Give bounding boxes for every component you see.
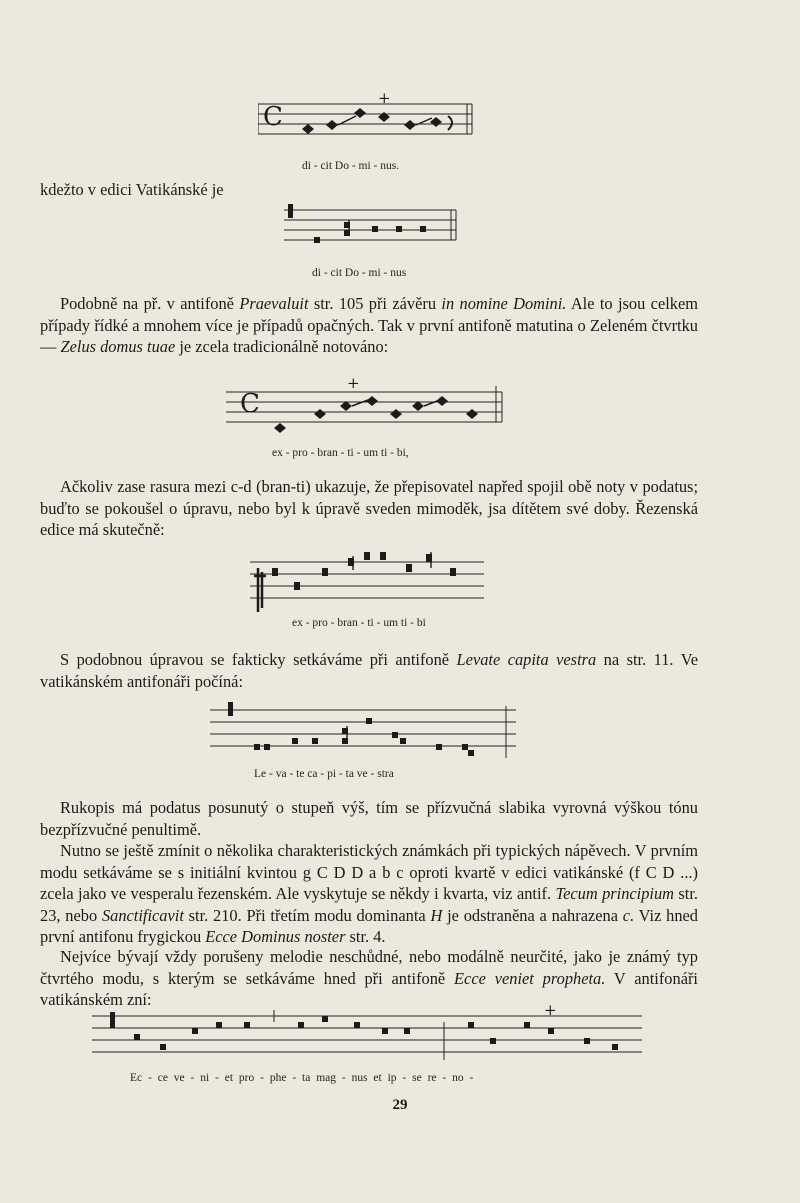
paragraph-2: Ačkoliv zase rasura mezi c-d (bran-ti) ukazuje, že přepisovatel napřed spojil obě noty v podatus; buďto se pokoušel o úpravu, nebo byl k úpravě sveden mimoděk, jsa dítětem své doby. Řezenská edice má skutečně:: [40, 477, 698, 539]
paragraph-1: Podobně na př. v antifoně Praevaluit str. 105 při závěru in nomine Domini. Ale to jsou celkem případy řídké a mnohem více je případů opačných. Tak v první antifoně matutina o Zeleném čtvrtku — Zelus domus tuae je zcela tradicionálně notováno:: [40, 294, 698, 356]
paragraph-3: S podobnou úpravou se fakticky setkáváme při antifoně Levate capita vestra na str. 11. Ve vatikánském antifonáři počíná:: [40, 650, 698, 691]
example-4-lyrics: ex - pro - bran - ti - um ti - bi: [292, 617, 426, 629]
svg-text:+: +: [347, 374, 360, 392]
example-2-lyrics: di - cit Do - mi - nus: [312, 267, 407, 279]
music-example-4: [250, 546, 490, 614]
example-5-lyrics: Le - va - te ca - pi - ta ve - stra: [254, 768, 394, 780]
svg-text:+: +: [378, 92, 391, 107]
example-6-lyrics: Ec - ce ve - ni - et pro - phe - ta mag - nus et ip - se re - no -: [130, 1072, 474, 1084]
music-example-2: [284, 196, 464, 256]
music-example-1: [258, 92, 478, 148]
page-number: 29: [392, 1097, 408, 1113]
svg-text:C: C: [240, 389, 260, 419]
paragraph-4: Rukopis má podatus posunutý o stupeň výš, tím se přízvučná slabika vyrovná výškou tónu bezpřízvučné penultimě.: [40, 798, 698, 839]
svg-text:C: C: [263, 102, 283, 132]
music-example-6: [92, 998, 652, 1064]
paragraph-6: Nejvíce bývají vždy porušeny melodie neschůdné, nebo modálně neurčité, jako je známý typ čtvrtého modu, s kterým se setkáváme hned při antifoně Ecce veniet propheta. V antifonáři vatikánském zní:: [40, 947, 698, 1009]
intro-text-1: kdežto v edici Vatikánské je: [40, 180, 224, 199]
example-1-lyrics: di - cit Do - mi - nus.: [302, 160, 400, 172]
example-3-lyrics: ex - pro - bran - ti - um ti - bi,: [272, 447, 409, 459]
music-example-5: [210, 692, 520, 764]
svg-text:+: +: [544, 1001, 557, 1019]
music-example-3: [226, 372, 506, 438]
paragraph-5: Nutno se ještě zmínit o několika charakteristických známkách při typických nápěvech. V prvním modu setkáváme se s initiální kvintou g C D D a b c oproti kvartě v edici vatikánské (f C D ...) zcela jako ve vesperalu řezenském. Ale vyskytuje se někdy i kvarta, viz antif. Tecum principium str. 23, nebo Sanctificavit str. 210. Při třetím modu dominanta H je odstraněna a nahrazena c. Viz hned první antifonu frygickou Ecce Dominus noster str. 4.: [40, 841, 698, 946]
